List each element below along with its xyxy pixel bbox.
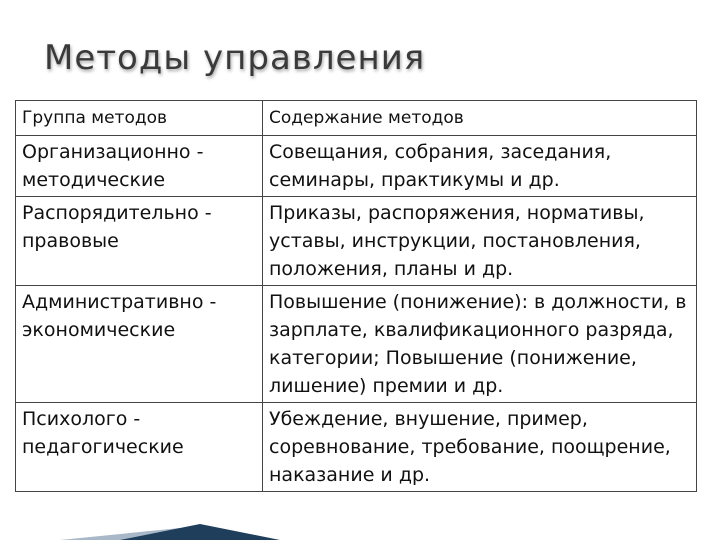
group-cell: Психолого - педагогические bbox=[16, 403, 263, 492]
group-cell: Административно - экономические bbox=[16, 286, 263, 403]
table-row bbox=[16, 136, 697, 197]
table-header-row bbox=[16, 101, 697, 136]
content-cell: Повышение (понижение): в должности, в зарплате, квалификационного разряда, категории; Повышение (понижение, лишение) премии и др. bbox=[263, 286, 697, 403]
table-row bbox=[16, 286, 697, 403]
group-cell: Распорядительно - правовые bbox=[16, 197, 263, 286]
header-methods-content: Содержание методов bbox=[263, 101, 697, 136]
content-cell: Убеждение, внушение, пример, соревнование, требование, поощрение, наказание и др. bbox=[263, 403, 697, 492]
group-cell: Организационно - методические bbox=[16, 136, 263, 197]
table-row bbox=[16, 197, 697, 286]
content-cell: Приказы, распоряжения, нормативы, уставы, инструкции, постановления, положения, планы и др. bbox=[263, 197, 697, 286]
bottom-wave-decoration bbox=[0, 510, 720, 540]
content-cell: Совещания, собрания, заседания, семинары, практикумы и др. bbox=[263, 136, 697, 197]
slide-title: Методы управления bbox=[44, 38, 426, 78]
table-row bbox=[16, 403, 697, 492]
header-group-methods: Группа методов bbox=[16, 101, 263, 136]
methods-table bbox=[15, 100, 697, 492]
